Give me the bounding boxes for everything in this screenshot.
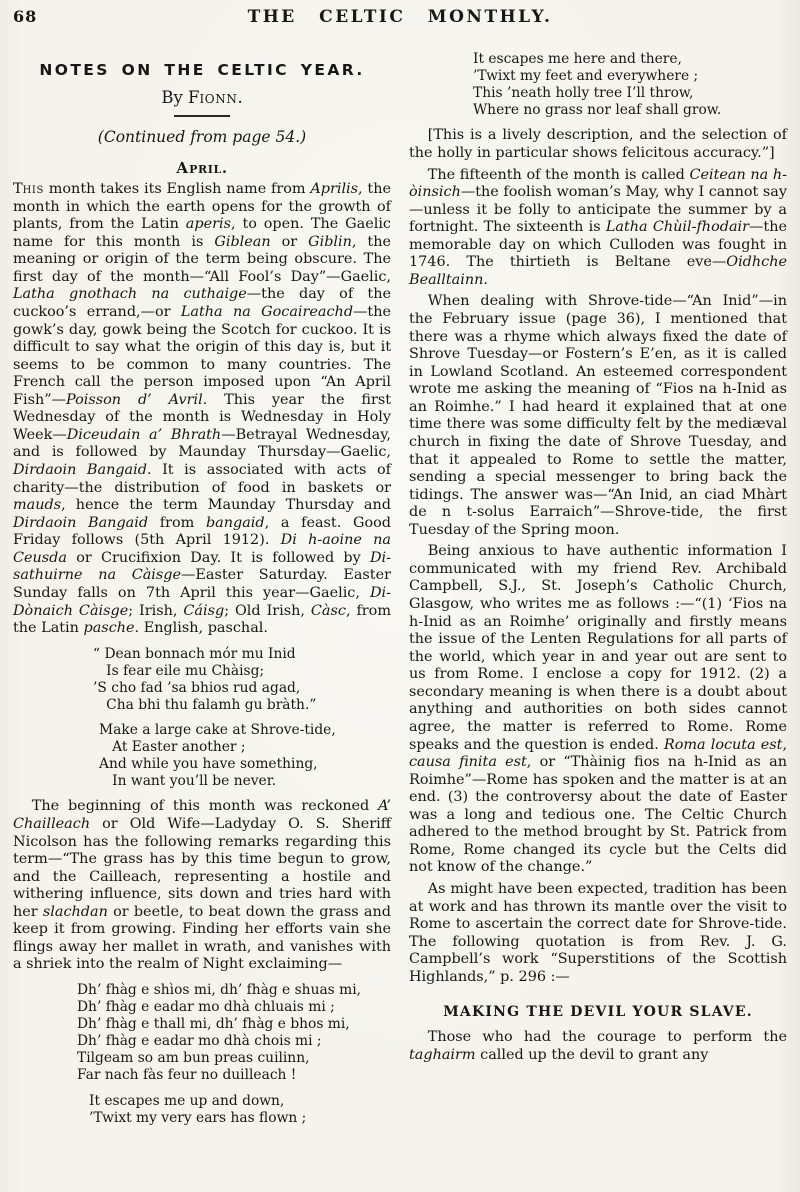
month-heading-april: April. <box>176 159 228 177</box>
paragraph-shrovetide: When dealing with Shrove-tide—“An Inid”—in the February issue (page 36), I mentioned that there was a rhyme which always fixed the date of Shrove Tuesday—or Fostern’s E’en, as it is called in Lowland Scotland. An esteemed correspondent wrote me asking the meaning of “Fios na h-Inid as an Roimhe.” I had heard it explained that at one time there was some difficulty felt by the mediæval church in fixing the date of Shrove Tuesday, and that it appealed to Rome to settle the matter, sending a special messenger to bring back the tidings. The answer was—“An Inid, an ciad Mhàrt de n t-solus Earraich”—Shrove-tide, the first Tuesday of the Spring moon. <box>409 293 787 538</box>
paragraph-taghairm: Those who had the courage to perform the taghairm called up the devil to grant any <box>409 1029 787 1063</box>
article-title: NOTES ON THE CELTIC YEAR. <box>39 61 365 79</box>
page-number: 68 <box>13 7 38 26</box>
paragraph-rome-correspondence: Being anxious to have authentic information I communicated with my friend Rev. Archibald Campbell, S.J., St. Joseph’s Catholic Church, Glasgow, who writes me as follows :—“(1) ‘Fios na h-Inid as an Roimhe’ originally and firstly means the issue of the Lenten Regulations for all parts of the world, which year in and year out are sent to us from Rome. I enclose a copy for 1912. (2) a secondary meaning is when there is a doubt about anything and authorities on both sides cannot agree, the matter is referred to Rome. Rome speaks and the question is ended. Roma locuta est, causa finita est, or “Thàinig fios na h-Inid as an Roimhe”—Rome has spoken and the matter is at an end. (3) the controversy about the date of Easter was a long and tedious one. The Celtic Church adhered to the method brought by St. Patrick from Rome, Rome changed its cycle but the Celts did not know of the change.” <box>409 543 788 876</box>
page-header <box>0 0 800 41</box>
continued-from-note: (Continued from page 54.) <box>97 128 307 146</box>
poem-english-cailleach-cry-part2: It escapes me here and there, ’Twixt my feet and everywhere ; This ’neath holly tree I’ll throw, Where no grass nor leaf shall grow. <box>473 51 722 119</box>
left-column <box>13 41 391 1127</box>
poem-gaelic-cailleach-cry: Dh’ fhàg e shìos mi, dh’ fhàg e shuas mi, Dh’ fhàg e eadar mo dhà chluais mi ; Dh’ fhàg e thall mi, dh’ fhàg e bhos mi, Dh’ fhàg e eadar mo dhà chois mi ; Tilgeam so am bun preas cuilinn, Far nach fàs feur no duilleach ! <box>77 982 362 1084</box>
paragraph-fifteenth: The fifteenth of the month is called Ceitean na h-òinsich—the foolish woman’s May, why I cannot say—unless it be folly to anticipate the summer by a fortnight. The sixteenth is Latha Chùil-fhodair—the memorable day on which Culloden was fought in 1746. The thirtieth is Beltane eve—Oidhche Bealltainn. <box>409 166 788 288</box>
paragraph-editorial-note: [This is a lively description, and the selection of the holly in particular shows felicitous accuracy.”] <box>409 127 787 161</box>
paragraph-april-intro: This month takes its English name from Aprilis, the month in which the earth opens for the growth of plants, from the Latin aperis, to open. The Gaelic name for this month is Giblean or Giblin, the meaning or origin of the term being obscure. The first day of the month—“All Fool’s Day”—Gaelic, Latha gnothach na cuthaige—the day of the cuckoo’s errand,—or Latha na Gocaireachd—the gowk’s day, gowk being the Scotch for cuckoo. It is difficult to say what the origin of this day is, but it seems to be common to many countries. The French call the person imposed upon “An April Fish”—Poisson d’ Avril. This year the first Wednesday of the month is Wednesday in Holy Week—Diceudain a’ Bhrath—Betrayal Wednesday, and is followed by Maunday Thursday—Gaelic, Dirdaoin Bangaid. It is associated with acts of charity—the distribution of food in baskets or mauds, hence the term Maunday Thursday and Dirdaoin Bangaid from bangaid, a feast. Good Friday follows (5th April 1912). Di h-aoine na Ceusda or Crucifixion Day. It is followed by Di-sathuirne na Càisge—Easter Saturday. Easter Sunday falls on 7th April this year—Gaelic, Di-Dònaich Càisge; Irish, Cáisg; Old Irish, Càsc, from the Latin pasche. English, paschal. <box>13 181 392 637</box>
poem-english-shrovetide-cake: Make a large cake at Shrove-tide, At Easter another ; And while you have something, In want you’ll be never. <box>99 722 336 790</box>
paragraph-tradition: As might have been expected, tradition has been at work and has thrown its mantle over the visit to Rome to ascertain the correct date for Shrove-tide. The following quotation is from Rev. J. G. Campbell’s work “Superstitions of the Scottish Highlands,” p. 296 :— <box>409 881 787 985</box>
poem-gaelic-shrovetide-cake: “ Dean bonnach mór mu Inid Is fear eile mu Chàisg; ’S cho fad ’sa bhios rud agad, Cha bhi thu falamh gu bràth.” <box>93 645 317 713</box>
article-byline: By Fionn. <box>161 88 243 107</box>
divider-rule <box>174 115 230 117</box>
right-column <box>409 41 787 1127</box>
poem-english-cailleach-cry-part1: It escapes me up and down, ’Twixt my very ears has flown ; <box>89 1092 307 1126</box>
paragraph-cailleach: The beginning of this month was reckoned A’ Chailleach or Old Wife—Ladyday O. S. Sheriff Nicolson has the following remarks regarding this term—“The grass has by this time begun to grow, and the Cailleach, representing a hostile and withering influence, sits down and tries hard with her slachdan or beetle, to beat down the grass and keep it from growing. Finding her efforts vain she flings away her mallet in wrath, and vanishes with a shriek into the realm of Night exclaiming— <box>13 798 391 973</box>
two-column-layout <box>0 41 800 1127</box>
section-heading-devil-slave: MAKING THE DEVIL YOUR SLAVE. <box>443 1004 753 1021</box>
journal-title: THE CELTIC MONTHLY. <box>247 7 553 27</box>
